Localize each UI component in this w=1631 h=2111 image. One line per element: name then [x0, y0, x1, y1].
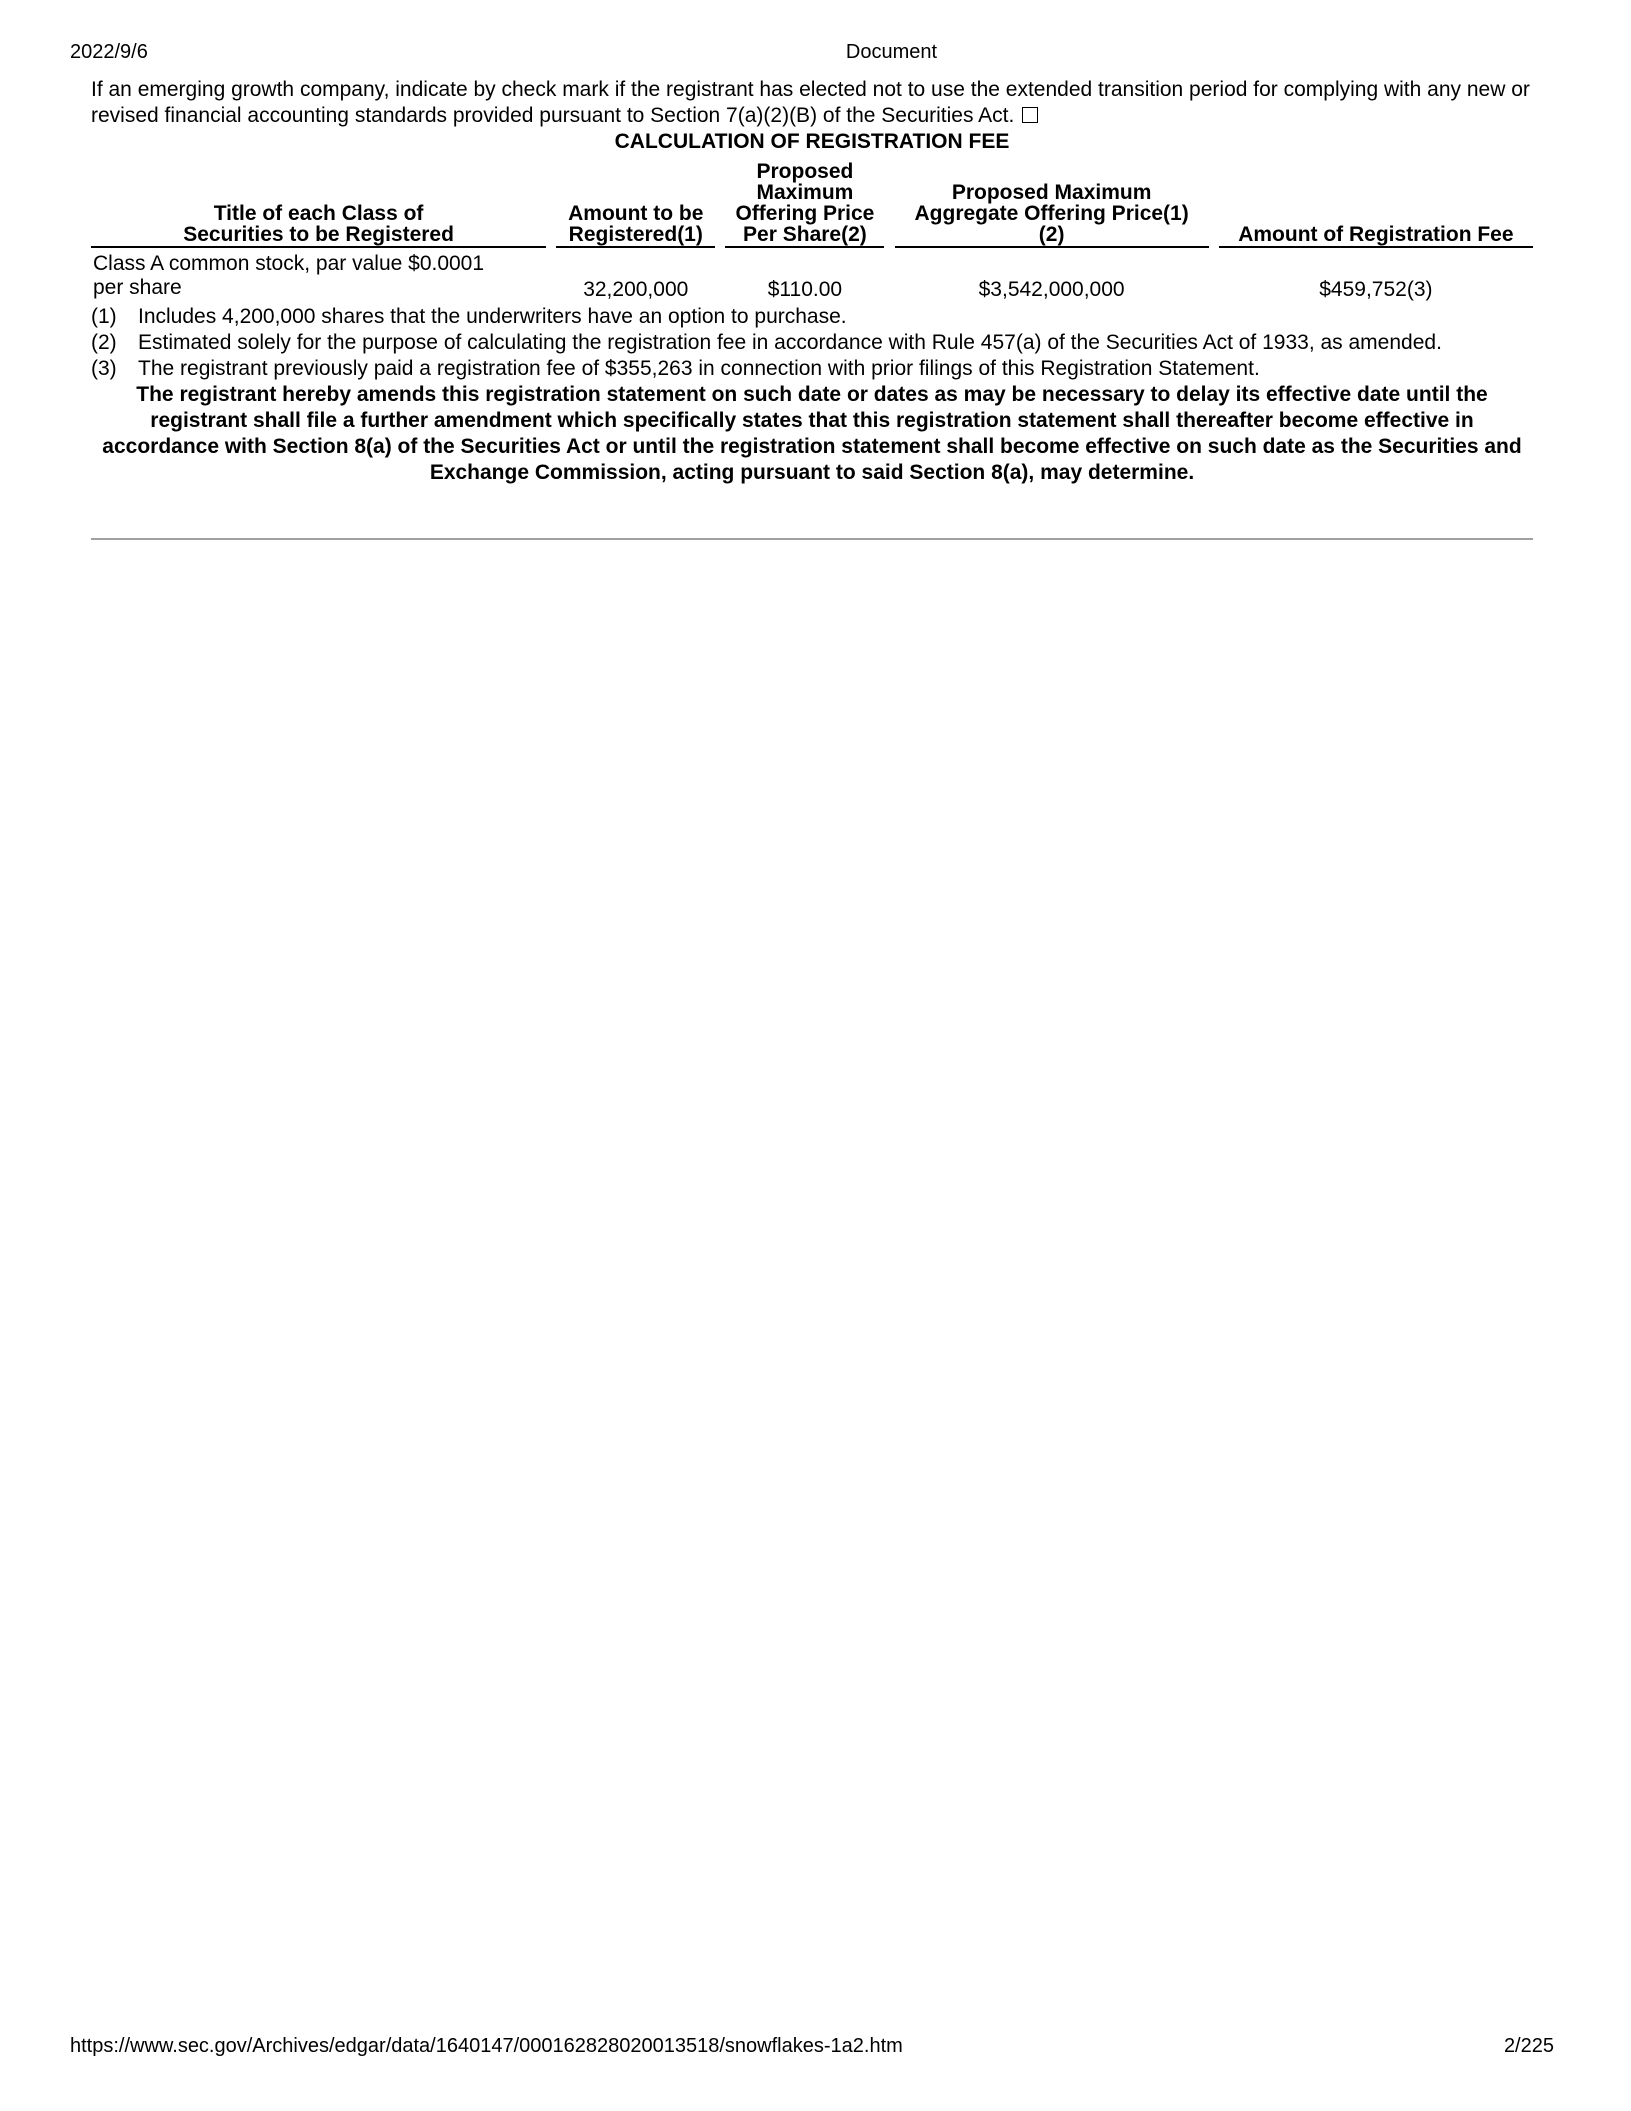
registration-fee-table [91, 161, 1533, 300]
header-aggregate-offering-price: Proposed Maximum Aggregate Offering Price(1) (2) [895, 161, 1209, 248]
emerging-growth-paragraph [91, 77, 1533, 129]
cell-amount-registered: 32,200,000 [583, 278, 689, 301]
header-title-of-class: Title of each Class of Securities to be Registered [91, 161, 546, 248]
header-amount-registered: Amount to be Registered(1) [556, 161, 715, 248]
emerging-growth-text: If an emerging growth company, indicate by check mark if the registrant has elected not to use the extended transition period for complying with any new or revised financial accounting standards provided pursuant to Section 7(a)(2)(B) of the Securities Act. [91, 78, 1530, 127]
horizontal-divider [91, 538, 1533, 540]
footnote-2: (2) Estimated solely for the purpose of calculating the registration fee in accordance with Rule 457(a) of the Securities Act of 1933, as amended. [91, 331, 1442, 354]
footnote-1: (1) Includes 4,200,000 shares that the underwriters have an option to purchase. [91, 305, 847, 328]
footnote-3: (3) The registrant previously paid a registration fee of $355,263 in connection with prior filings of this Registration Statement. [91, 357, 1260, 380]
delaying-amendment-statement: The registrant hereby amends this registration statement on such date or dates as may be necessary to delay its effective date until the registrant shall file a further amendment which specifically states that this registration statement shall thereafter become effective in accordance with Section 8(a) of the Securities Act or until the registration statement shall become effective on such date as the Securities and Exchange Commission, acting pursuant to said Section 8(a), may determine. [102, 383, 1522, 484]
table-row [91, 248, 1533, 300]
header-offering-price-per-share: Proposed Maximum Offering Price Per Share(2) [725, 161, 884, 248]
cell-security-title: Class A common stock, par value $0.0001 per share [93, 252, 485, 299]
page-content [91, 77, 1533, 486]
cell-aggregate-price: $3,542,000,000 [978, 278, 1125, 301]
document-title: Document [845, 41, 938, 63]
table-title: CALCULATION OF REGISTRATION FEE [614, 130, 1010, 153]
source-url: https://www.sec.gov/Archives/edgar/data/1640147/000162828020013518/snowflakes-1a2.htm [70, 2035, 903, 2057]
footnotes [91, 304, 1533, 382]
table-header-row [91, 161, 1533, 248]
cell-price-per-share: $110.00 [767, 278, 843, 301]
page-number: 2/225 [1503, 2035, 1554, 2057]
print-date: 2022/9/6 [70, 41, 148, 63]
cell-registration-fee: $459,752(3) [1319, 278, 1433, 301]
header-registration-fee: Amount of Registration Fee [1219, 161, 1533, 248]
emerging-growth-checkbox[interactable] [1022, 107, 1038, 123]
